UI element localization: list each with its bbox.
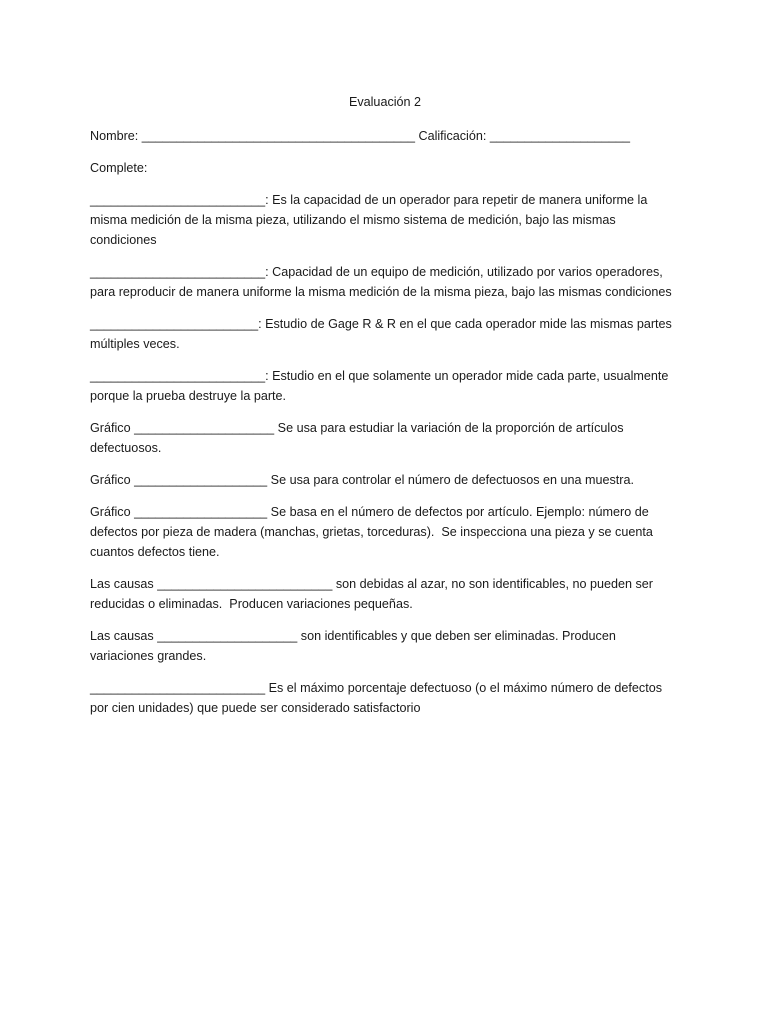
answer-blank: _________________________ (90, 681, 266, 695)
document-content (90, 92, 680, 730)
question-text: Es el máximo porcentaje defectuoso (o el máximo número de defectos por cien unidades) que puede ser considerado satisfactorio (90, 681, 666, 715)
question-prefix: Las causas (90, 577, 158, 591)
instruction: Complete: (90, 161, 148, 175)
question-4 (90, 366, 680, 406)
name-label: Nombre: (90, 129, 139, 143)
question-prefix: Gráfico (90, 421, 135, 435)
answer-blank: _________________________ (90, 193, 266, 207)
name-blank: _______________________________________ (141, 129, 415, 143)
answer-blank: _________________________ (157, 577, 333, 591)
question-prefix: Gráfico (90, 505, 135, 519)
question-text: Se usa para estudiar la variación de la proporción de artículos defectuosos. (90, 421, 628, 455)
page-title: Evaluación 2 (348, 95, 422, 109)
question-2 (90, 262, 680, 302)
answer-blank: ________________________ (90, 317, 259, 331)
question-text: : Estudio en el que solamente un operador mide cada parte, usualmente porque la prueba destruye la parte. (90, 369, 672, 403)
question-prefix: Gráfico (90, 473, 135, 487)
question-1 (90, 190, 680, 250)
question-5 (90, 418, 680, 458)
answer-blank: _________________________ (90, 265, 266, 279)
question-text: : Capacidad de un equipo de medición, utilizado por varios operadores, para reproducir de manera uniforme la misma medición de la misma pieza, bajo las mismas condiciones (90, 265, 672, 299)
question-prefix: Las causas (90, 629, 158, 643)
question-text: : Es la capacidad de un operador para repetir de manera uniforme la misma medición de la misma pieza, utilizando el mismo sistema de medición, bajo las mismas condiciones (90, 193, 651, 247)
grade-label: Calificación: (418, 129, 487, 143)
answer-blank: ____________________ (134, 421, 275, 435)
question-10 (90, 678, 680, 718)
question-8 (90, 574, 680, 614)
question-text: Se basa en el número de defectos por artículo. Ejemplo: número de defectos por pieza de madera (manchas, grietas, torceduras). Se inspecciona una pieza y se cuenta cuantos defectos tiene. (90, 505, 657, 559)
grade-blank: ____________________ (489, 129, 630, 143)
answer-blank: _________________________ (90, 369, 266, 383)
question-text: son debidas al azar, no son identificables, no pueden ser reducidas o eliminadas. Producen variaciones pequeñas. (90, 577, 657, 611)
question-9 (90, 626, 680, 666)
question-6 (90, 470, 680, 490)
question-text: Se usa para controlar el número de defectuosos en una muestra. (267, 473, 635, 487)
answer-blank: ___________________ (134, 505, 268, 519)
question-text: son identificables y que deben ser eliminadas. Producen variaciones grandes. (90, 629, 620, 663)
answer-blank: ___________________ (134, 473, 268, 487)
question-text: : Estudio de Gage R & R en el que cada operador mide las mismas partes múltiples veces. (90, 317, 676, 351)
answer-blank: ____________________ (157, 629, 298, 643)
question-7 (90, 502, 680, 562)
header-line (90, 126, 680, 146)
question-3 (90, 314, 680, 354)
